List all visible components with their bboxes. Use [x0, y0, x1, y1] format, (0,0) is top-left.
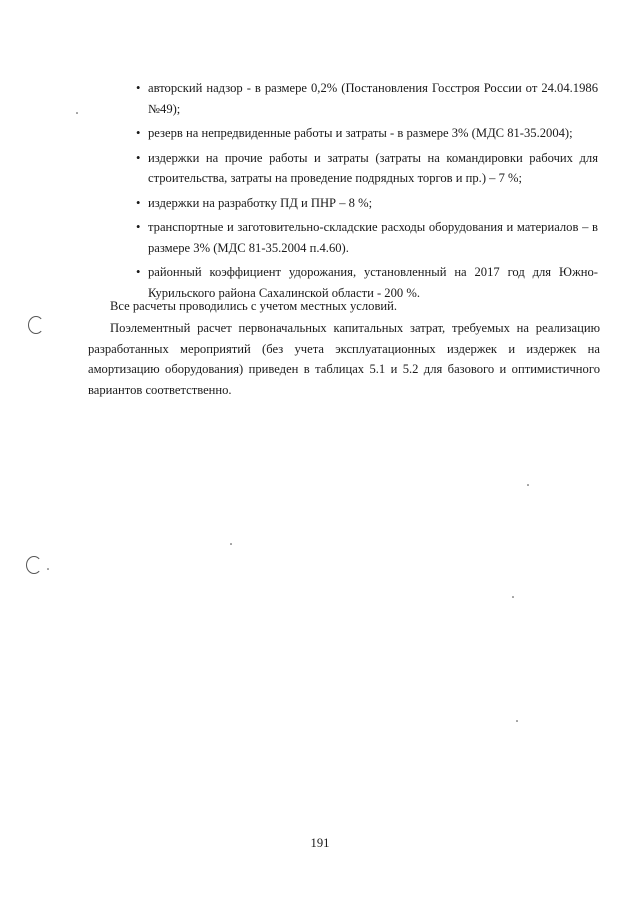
scan-speck	[230, 543, 232, 545]
list-item: • резерв на непредвиденные работы и затраты - в размере 3% (МДС 81-35.2004);	[118, 123, 598, 144]
list-item: • авторский надзор - в размере 0,2% (Постановления Госстроя России от 24.04.1986 №49);	[118, 78, 598, 119]
scan-speck	[76, 112, 78, 114]
paragraph-calculation: Поэлементный расчет первоначальных капитальных затрат, требуемых на реализацию разработанных мероприятий (без учета эксплуатационных издержек и издержек на амортизацию оборудования) приведен в таблицах 5.1 и 5.2 для базового и оптимистичного вариантов соответственно.	[88, 321, 600, 397]
list-item: • издержки на прочие работы и затраты (затраты на командировки рабочих для строительства, затраты на проведение подрядных торгов и пр.) – 7 %;	[118, 148, 598, 189]
list-item: • районный коэффициент удорожания, установленный на 2017 год для Южно-Курильского района Сахалинской области - 200 %.	[118, 262, 598, 303]
scan-speck	[47, 568, 49, 570]
paragraph-local-conditions: Все расчеты проводились с учетом местных условий.	[110, 299, 398, 313]
list-item: • транспортные и заготовительно-складские расходы оборудования и материалов – в размере 3% (МДС 81-35.2004 п.4.60).	[118, 217, 598, 258]
page-number: 191	[310, 836, 330, 850]
list-item: • издержки на разработку ПД и ПНР – 8 %;	[118, 193, 598, 214]
punch-hole-mark	[28, 316, 44, 334]
scan-speck	[512, 596, 514, 598]
cost-items-list	[118, 78, 598, 307]
scan-speck	[527, 484, 529, 486]
scan-speck	[516, 720, 518, 722]
punch-hole-mark	[26, 556, 42, 574]
